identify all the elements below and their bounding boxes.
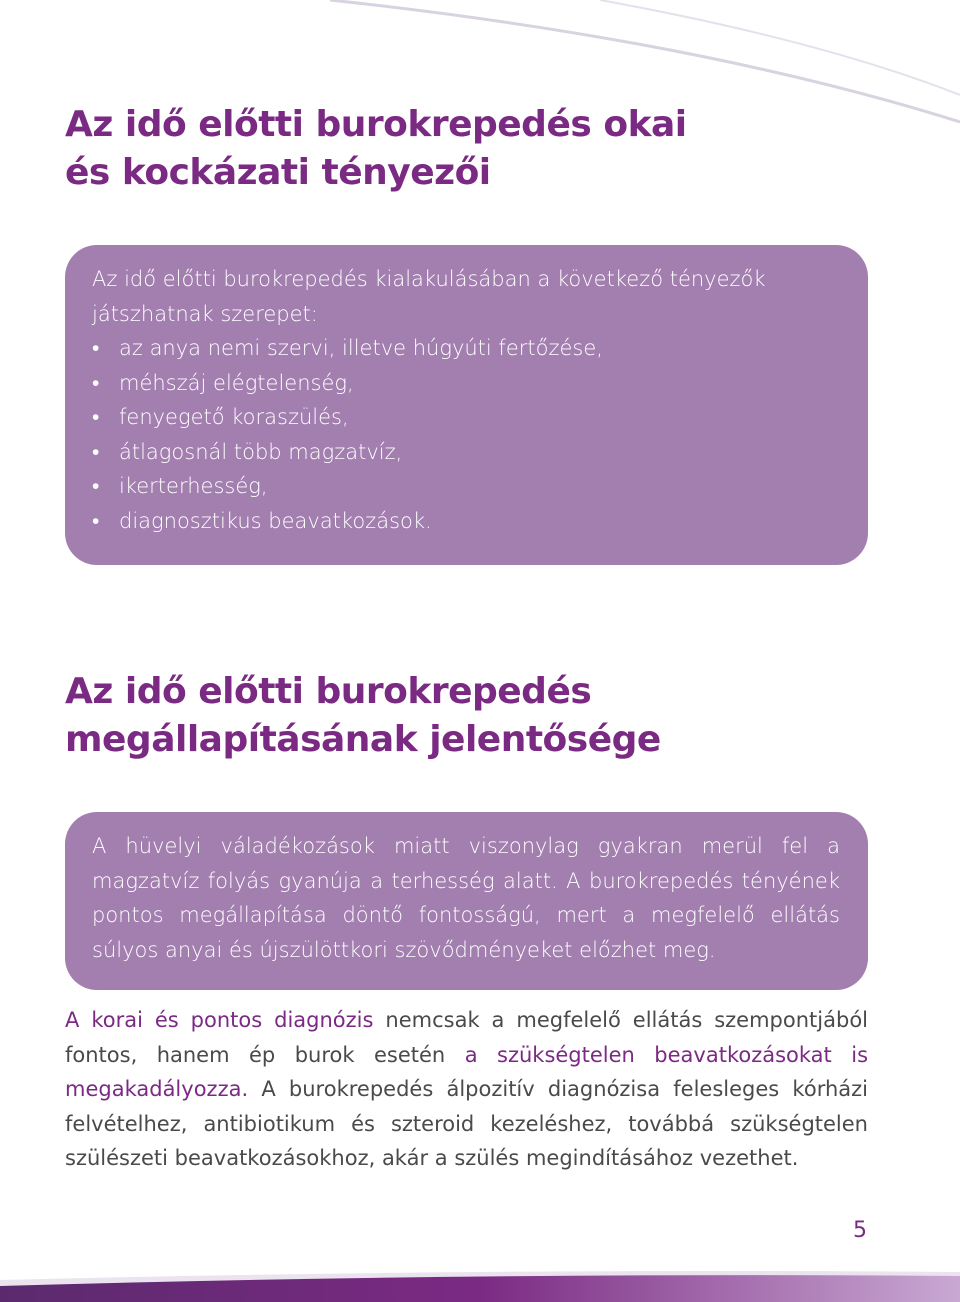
- risk-factors-list: [92, 331, 838, 538]
- list-item: • fenyegető koraszülés,: [92, 400, 838, 435]
- paragraph-text-2: A burokrepedés álpozitív diagnózisa felesleges kórházi felvételhez, antibiotikum és szteroid kezeléshez, továbbá szükségtelen szülészeti beavatkozásokhoz, akár a szülés megindításához vezethet.: [65, 1077, 868, 1170]
- section-title-causes: [65, 101, 687, 197]
- list-item: • átlagosnál több magzatvíz,: [92, 435, 838, 470]
- list-item: • az anya nemi szervi, illetve húgyúti fertőzése,: [92, 331, 838, 366]
- section-title-importance-line1: Az idő előtti burokrepedés: [65, 671, 592, 712]
- list-item: • méhszáj elégtelenség,: [92, 366, 838, 401]
- risk-factors-box: [65, 245, 868, 565]
- list-item: • diagnosztikus beavatkozások.: [92, 504, 838, 539]
- risk-factors-intro: Az idő előtti burokrepedés kialakulásában a következő tényezők játszhatnak szerepet:: [92, 267, 766, 326]
- section-title-importance-line2: megállapításának jelentősége: [65, 719, 661, 760]
- importance-box: [65, 812, 868, 990]
- section-title-causes-line1: Az idő előtti burokrepedés okai: [65, 104, 687, 145]
- paragraph-text-1: nemcsak a megfelelő ellátás szempontjából fontos, hanem ép burok esetén: [65, 1008, 868, 1067]
- bottom-decorative-band: [0, 1242, 960, 1302]
- page-number: 5: [853, 1218, 867, 1243]
- highlight-prevent-interventions: a szükségtelen beavatkozásokat is megakadályozza.: [65, 1042, 869, 1101]
- list-item: • ikerterhesség,: [92, 469, 838, 504]
- diagnosis-paragraph: [65, 1003, 868, 1176]
- section-title-importance: [65, 668, 661, 764]
- section-title-causes-line2: és kockázati tényezői: [65, 152, 491, 193]
- importance-box-text: A hüvelyi váladékozások miatt viszonylag gyakran merül fel a magzatvíz folyás gyanúja a terhesség alatt. A burokrepedés tényének pontos megállapítása döntő fontosságú, mert a megfelelő ellátás súlyos anyai és újszülöttkori szövődményeket előzhet meg.: [92, 834, 840, 962]
- highlight-early-diagnosis: A korai és pontos diagnózis: [65, 1008, 374, 1032]
